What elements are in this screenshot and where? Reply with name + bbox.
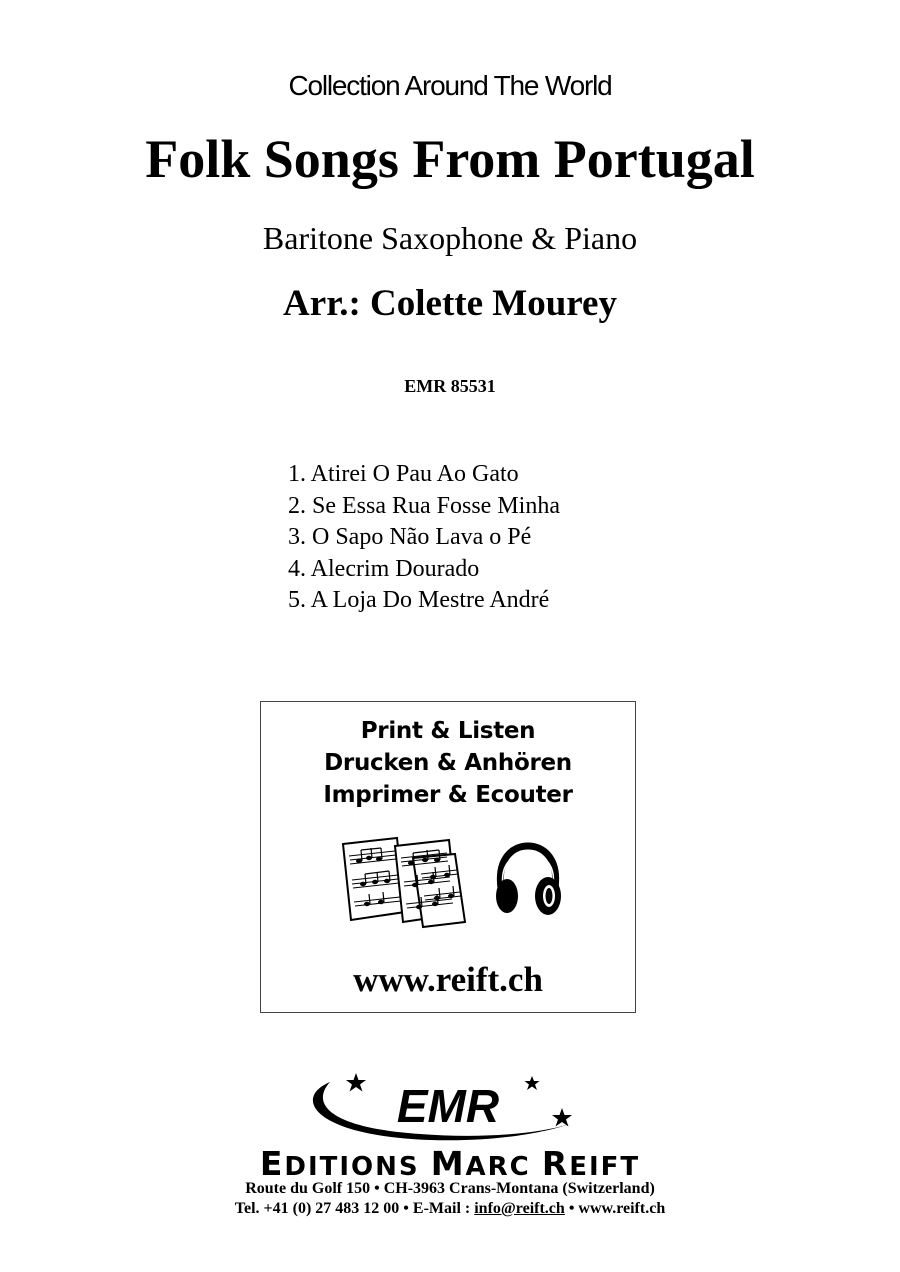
wordmark-part: ARC [465, 1152, 542, 1182]
phone-text: Tel. +41 (0) 27 483 12 00 • E-Mail : [234, 1200, 475, 1217]
series-title: Collection Around The World [288, 70, 612, 101]
song-item: 3. O Sapo Não Lava o Pé [288, 524, 532, 550]
sheet-music-icon [339, 834, 469, 929]
song-list [288, 459, 560, 617]
promo-url: www.reift.ch [353, 960, 543, 999]
wordmark-part: R [541, 1144, 570, 1183]
catalog-number: EMR 85531 [404, 376, 496, 396]
song-item: 1. Atirei O Pau Ao Gato [288, 461, 519, 487]
arranger: Arr.: Colette Mourey [283, 283, 617, 324]
publisher-wordmark [0, 1144, 900, 1183]
logo-text: EMR [396, 1080, 500, 1132]
promo-line-french: Imprimer & Ecouter [323, 782, 573, 808]
email-link[interactable]: info@reift.ch [474, 1200, 565, 1217]
instrumentation: Baritone Saxophone & Piano [262, 220, 638, 256]
promo-box [260, 701, 636, 1013]
publisher-address: Route du Golf 150 • CH-3963 Crans-Montana (Switzerland) [245, 1180, 655, 1197]
song-item: 4. Alecrim Dourado [288, 555, 480, 582]
wordmark-part: DITIONS [284, 1152, 431, 1182]
wordmark-part: M [430, 1144, 466, 1183]
emr-logo [300, 1070, 590, 1150]
wordmark-part: E [259, 1144, 285, 1183]
page-title: Folk Songs From Portugal [145, 129, 755, 189]
song-item: 5. A Loja Do Mestre André [288, 587, 550, 613]
song-item: 2. Se Essa Rua Fosse Minha [288, 492, 560, 519]
publisher-contact [0, 1200, 900, 1218]
headphones-icon [493, 842, 563, 918]
promo-line-german: Drucken & Anhören [324, 750, 572, 776]
promo-line-english: Print & Listen [360, 718, 536, 744]
wordmark-part: EIFT [569, 1152, 641, 1182]
web-text: • www.reift.ch [564, 1200, 666, 1217]
